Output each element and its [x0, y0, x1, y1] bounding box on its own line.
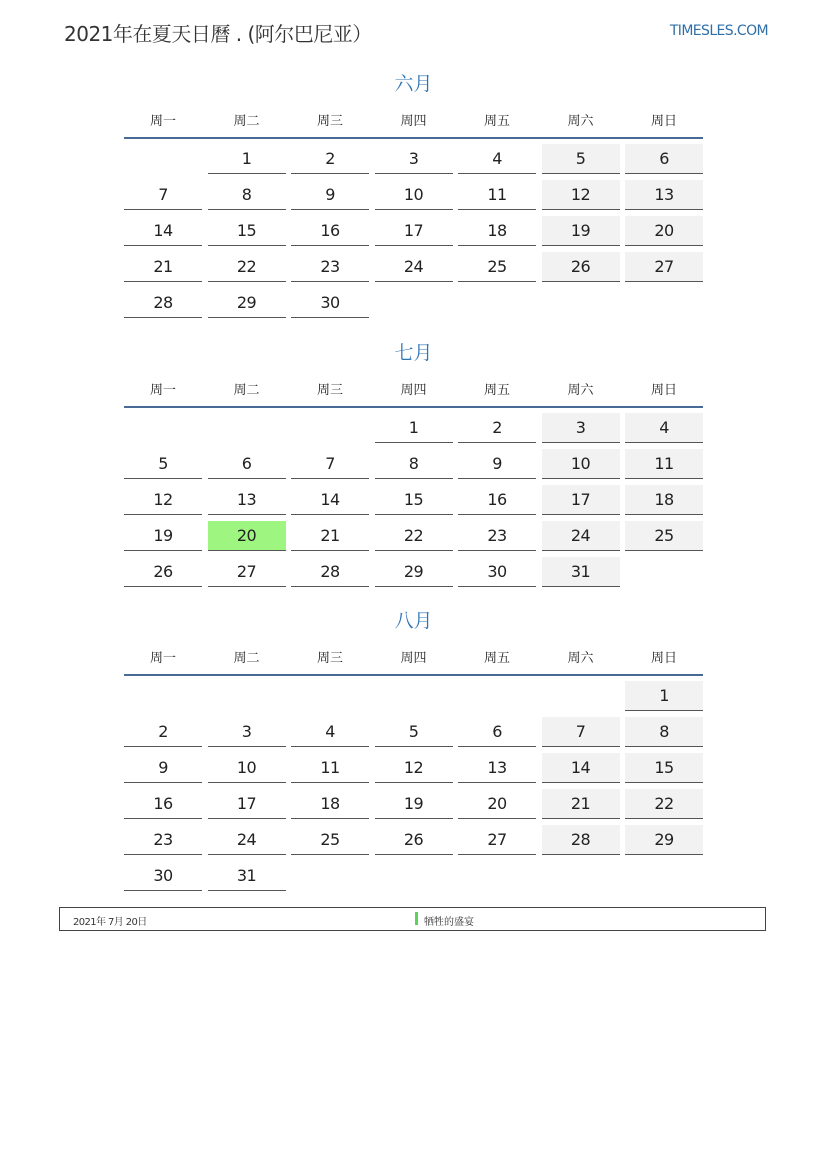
day-cell[interactable]: 27 — [625, 252, 703, 282]
day-cell[interactable]: 16 — [291, 216, 369, 246]
empty-cell — [458, 288, 536, 318]
day-cell[interactable]: 28 — [291, 557, 369, 587]
day-cell[interactable]: 1 — [208, 144, 286, 174]
day-cell[interactable]: 25 — [625, 521, 703, 551]
day-cell[interactable]: 29 — [208, 288, 286, 318]
day-cell[interactable]: 27 — [208, 557, 286, 587]
weekday-label: 周日 — [650, 650, 677, 666]
day-cell[interactable]: 12 — [124, 485, 202, 515]
empty-cell — [208, 681, 286, 711]
day-cell[interactable]: 6 — [458, 717, 536, 747]
day-cell[interactable]: 16 — [458, 485, 536, 515]
weekday-label: 周六 — [567, 113, 594, 129]
day-cell[interactable]: 21 — [542, 789, 620, 819]
day-cell[interactable]: 10 — [208, 753, 286, 783]
day-cell[interactable]: 20 — [625, 216, 703, 246]
weekday-label: 周五 — [483, 113, 510, 129]
empty-cell — [124, 413, 202, 443]
day-cell[interactable]: 8 — [375, 449, 453, 479]
day-cell[interactable]: 4 — [625, 413, 703, 443]
footer-box — [59, 907, 766, 931]
month-august — [124, 604, 703, 891]
month-june — [124, 67, 703, 318]
weekday-label: 周一 — [149, 382, 176, 398]
empty-cell — [375, 861, 453, 891]
day-cell[interactable]: 17 — [542, 485, 620, 515]
day-cell[interactable]: 16 — [124, 789, 202, 819]
weekday-label: 周六 — [567, 382, 594, 398]
day-cell[interactable]: 5 — [542, 144, 620, 174]
day-cell[interactable]: 30 — [458, 557, 536, 587]
day-cell[interactable]: 21 — [291, 521, 369, 551]
empty-cell — [625, 861, 703, 891]
day-cell[interactable]: 6 — [625, 144, 703, 174]
day-cell[interactable]: 24 — [208, 825, 286, 855]
day-cell[interactable]: 23 — [458, 521, 536, 551]
day-cell[interactable]: 11 — [291, 753, 369, 783]
weekday-label: 周六 — [567, 650, 594, 666]
empty-cell — [124, 681, 202, 711]
weekday-label: 周五 — [483, 382, 510, 398]
empty-cell — [291, 861, 369, 891]
day-grid — [124, 139, 703, 318]
day-cell[interactable]: 17 — [375, 216, 453, 246]
day-cell[interactable]: 8 — [208, 180, 286, 210]
day-cell[interactable]: 9 — [458, 449, 536, 479]
weekday-label: 周五 — [483, 650, 510, 666]
empty-cell — [542, 288, 620, 318]
day-cell[interactable]: 14 — [542, 753, 620, 783]
weekday-label: 周二 — [233, 650, 260, 666]
day-cell[interactable]: 7 — [291, 449, 369, 479]
day-cell[interactable]: 15 — [375, 485, 453, 515]
day-cell[interactable]: 19 — [124, 521, 202, 551]
day-cell[interactable]: 22 — [375, 521, 453, 551]
day-cell[interactable]: 29 — [625, 825, 703, 855]
day-cell[interactable]: 21 — [124, 252, 202, 282]
day-cell[interactable]: 1 — [625, 681, 703, 711]
day-cell[interactable]: 3 — [542, 413, 620, 443]
weekday-label: 周日 — [650, 113, 677, 129]
weekday-label: 周三 — [316, 113, 343, 129]
day-cell[interactable]: 28 — [542, 825, 620, 855]
weekday-header — [124, 101, 703, 139]
day-cell[interactable]: 24 — [542, 521, 620, 551]
day-cell[interactable]: 7 — [124, 180, 202, 210]
day-cell[interactable]: 12 — [542, 180, 620, 210]
day-cell[interactable]: 2 — [458, 413, 536, 443]
day-cell[interactable]: 22 — [625, 789, 703, 819]
day-cell[interactable]: 4 — [291, 717, 369, 747]
empty-cell — [625, 288, 703, 318]
empty-cell — [458, 681, 536, 711]
empty-cell — [291, 681, 369, 711]
day-cell[interactable]: 17 — [208, 789, 286, 819]
day-cell[interactable]: 15 — [208, 216, 286, 246]
day-cell[interactable]: 29 — [375, 557, 453, 587]
day-cell[interactable]: 10 — [375, 180, 453, 210]
day-cell[interactable]: 27 — [458, 825, 536, 855]
day-cell[interactable]: 6 — [208, 449, 286, 479]
day-cell[interactable]: 31 — [208, 861, 286, 891]
page-title: 2021年在夏天日曆 . (阿尔巴尼亚） — [64, 22, 372, 46]
month-title: 六月 — [394, 73, 433, 95]
day-cell[interactable]: 3 — [208, 717, 286, 747]
day-cell[interactable]: 25 — [458, 252, 536, 282]
empty-cell — [291, 413, 369, 443]
day-cell[interactable]: 1 — [375, 413, 453, 443]
day-cell[interactable]: 15 — [625, 753, 703, 783]
day-cell[interactable]: 9 — [291, 180, 369, 210]
day-cell[interactable]: 28 — [124, 288, 202, 318]
empty-cell — [375, 681, 453, 711]
day-cell[interactable]: 2 — [291, 144, 369, 174]
day-cell[interactable]: 30 — [124, 861, 202, 891]
day-cell[interactable]: 11 — [625, 449, 703, 479]
day-cell[interactable]: 26 — [542, 252, 620, 282]
day-cell[interactable]: 8 — [625, 717, 703, 747]
day-cell[interactable]: 13 — [208, 485, 286, 515]
day-cell[interactable]: 26 — [124, 557, 202, 587]
empty-cell — [458, 861, 536, 891]
empty-cell — [375, 288, 453, 318]
day-cell[interactable]: 18 — [625, 485, 703, 515]
day-cell[interactable]: 7 — [542, 717, 620, 747]
footer-holiday: 牺牲的盛宴 — [424, 917, 474, 928]
weekday-label: 周二 — [233, 382, 260, 398]
site-name[interactable]: TIMESLES.COM — [669, 23, 768, 39]
day-cell[interactable]: 23 — [291, 252, 369, 282]
day-cell[interactable]: 13 — [458, 753, 536, 783]
day-cell[interactable]: 3 — [375, 144, 453, 174]
day-cell[interactable]: 18 — [458, 216, 536, 246]
day-cell[interactable]: 13 — [625, 180, 703, 210]
day-cell[interactable]: 9 — [124, 753, 202, 783]
weekday-label: 周四 — [400, 113, 427, 129]
day-grid — [124, 408, 703, 587]
day-cell[interactable]: 30 — [291, 288, 369, 318]
holiday-marker — [415, 912, 418, 925]
day-cell[interactable]: 14 — [291, 485, 369, 515]
weekday-label: 周一 — [149, 113, 176, 129]
day-cell[interactable]: 23 — [124, 825, 202, 855]
day-cell[interactable]: 18 — [291, 789, 369, 819]
weekday-header — [124, 370, 703, 408]
weekday-header — [124, 638, 703, 676]
day-cell[interactable]: 25 — [291, 825, 369, 855]
weekday-label: 周四 — [400, 382, 427, 398]
day-cell[interactable]: 2 — [124, 717, 202, 747]
day-cell[interactable]: 5 — [375, 717, 453, 747]
day-cell[interactable]: 31 — [542, 557, 620, 587]
empty-cell — [542, 681, 620, 711]
day-cell-today[interactable]: 20 — [208, 521, 286, 551]
day-cell[interactable]: 19 — [542, 216, 620, 246]
day-cell[interactable]: 24 — [375, 252, 453, 282]
day-cell[interactable]: 12 — [375, 753, 453, 783]
day-cell[interactable]: 19 — [375, 789, 453, 819]
day-cell[interactable]: 4 — [458, 144, 536, 174]
month-title: 七月 — [394, 342, 433, 364]
day-cell[interactable]: 26 — [375, 825, 453, 855]
weekday-label: 周二 — [233, 113, 260, 129]
empty-cell — [542, 861, 620, 891]
day-grid — [124, 676, 703, 891]
empty-cell — [124, 144, 202, 174]
day-cell[interactable]: 20 — [458, 789, 536, 819]
day-cell[interactable]: 5 — [124, 449, 202, 479]
weekday-label: 周一 — [149, 650, 176, 666]
month-july — [124, 336, 703, 587]
weekday-label: 周四 — [400, 650, 427, 666]
day-cell[interactable]: 14 — [124, 216, 202, 246]
footer-date: 2021年 7月 20日 — [73, 917, 147, 928]
day-cell[interactable]: 11 — [458, 180, 536, 210]
day-cell[interactable]: 22 — [208, 252, 286, 282]
empty-cell — [208, 413, 286, 443]
weekday-label: 周三 — [316, 382, 343, 398]
weekday-label: 周日 — [650, 382, 677, 398]
month-title: 八月 — [394, 610, 433, 632]
weekday-label: 周三 — [316, 650, 343, 666]
empty-cell — [625, 557, 703, 587]
day-cell[interactable]: 10 — [542, 449, 620, 479]
